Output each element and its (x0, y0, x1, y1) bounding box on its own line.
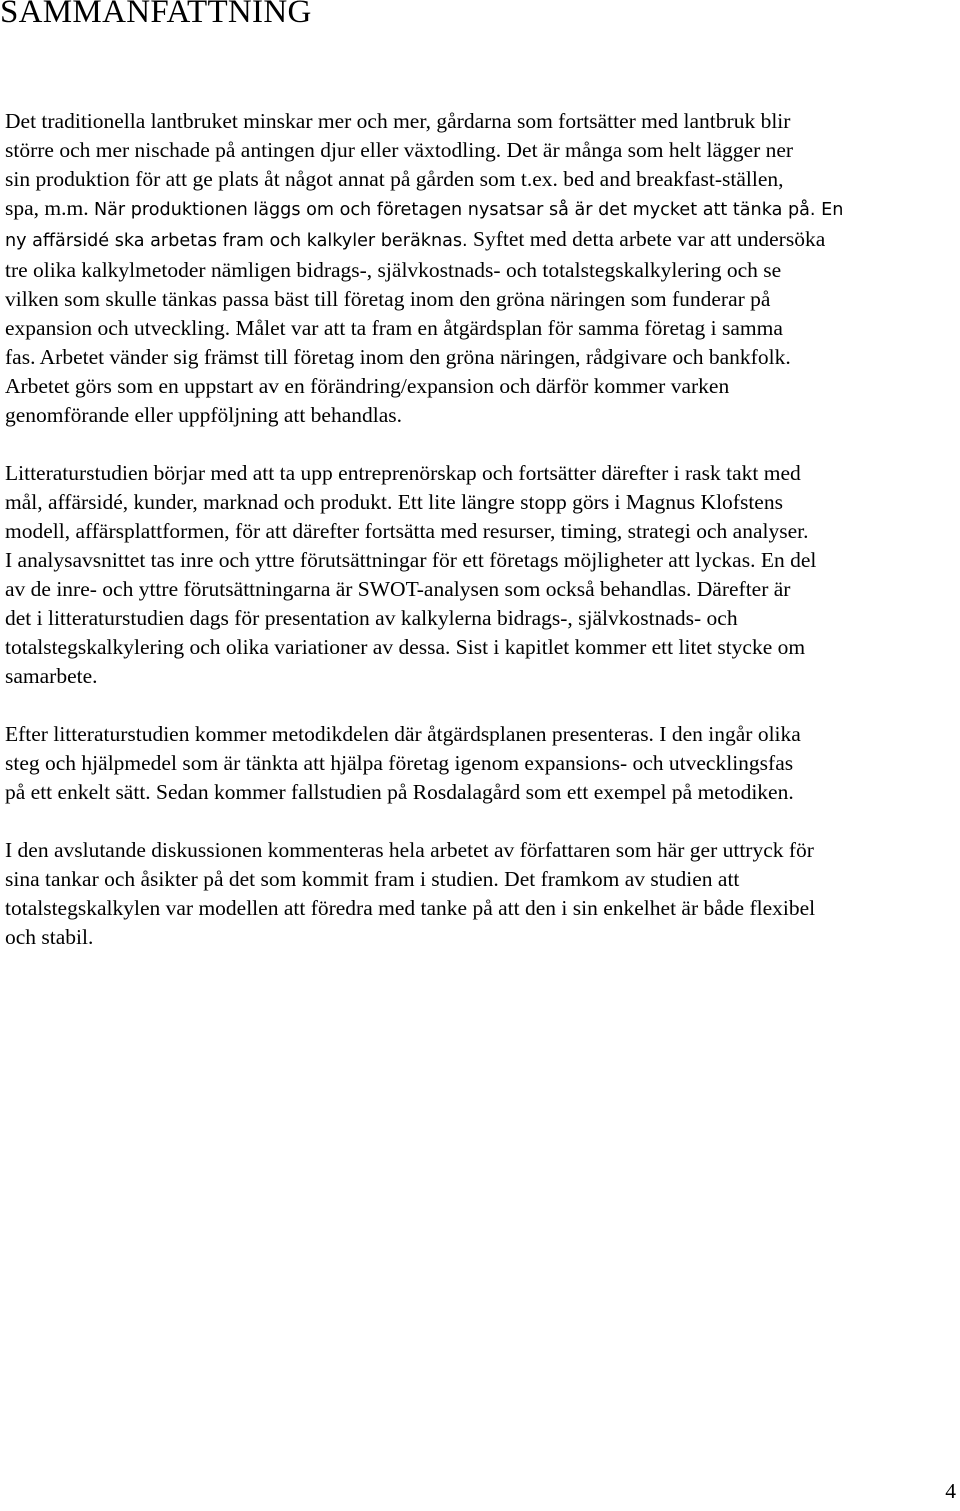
text-line: samarbete. (5, 664, 98, 688)
text-line: totalstegskalkylering och olika variationer av dessa. Sist i kapitlet kommer ett litet stycke om (5, 635, 806, 659)
text-line: I den avslutande diskussionen kommenteras hela arbetet av författaren som här ger uttryck för (5, 838, 814, 862)
text-line: och stabil. (5, 925, 94, 949)
text-line: ny affärsidé ska arbetas fram och kalkyler beräknas. Syftet med detta arbete var att undersöka (5, 227, 826, 251)
paragraph-3 (5, 720, 960, 807)
text-line: tre olika kalkylmetoder nämligen bidrags-, självkostnads- och totalstegskalkylering och se (5, 258, 782, 282)
text-line: steg och hjälpmedel som är tänkta att hjälpa företag igenom expansions- och utvecklingsfas (5, 751, 794, 775)
text-line: totalstegskalkylen var modellen att föredra med tanke på att den i sin enkelhet är både flexibel (5, 896, 816, 920)
text-line: fas. Arbetet vänder sig främst till företag inom den gröna näringen, rådgivare och bankfolk. (5, 345, 791, 369)
text-line: större och mer nischade på antingen djur eller växtodling. Det är många som helt lägger ner (5, 138, 794, 162)
text-line: expansion och utveckling. Målet var att ta fram en åtgärdsplan för samma företag i samma (5, 316, 783, 340)
text-line: Efter litteraturstudien kommer metodikdelen där åtgärdsplanen presenteras. I den ingår olika (5, 722, 801, 746)
text-line: I analysavsnittet tas inre och yttre förutsättningar för ett företags möjligheter att lyckas. En del (5, 548, 817, 572)
text-line: Litteraturstudien börjar med att ta upp entreprenörskap och fortsätter därefter i rask takt med (5, 461, 801, 485)
text-line: mål, affärsidé, kunder, marknad och produkt. Ett lite längre stopp görs i Magnus Klofstens (5, 490, 783, 514)
text-line: sin produktion för att ge plats åt något annat på gården som t.ex. bed and breakfast-ställen, (5, 167, 784, 191)
paragraph-4 (5, 836, 960, 952)
page-title: SAMMANFATTNING (0, 0, 312, 30)
text-line: sina tankar och åsikter på det som kommit fram i studien. Det framkom av studien att (5, 867, 740, 891)
page-number: 4 (945, 1479, 956, 1503)
text-line: Arbetet görs som en uppstart av en förändring/expansion och därför kommer varken (5, 374, 730, 398)
summary-body (5, 107, 960, 981)
text-line: Det traditionella lantbruket minskar mer och mer, gårdarna som fortsätter med lantbruk blir (5, 109, 791, 133)
paragraph-2 (5, 459, 960, 691)
text-line: det i litteraturstudien dags för presentation av kalkylerna bidrags-, självkostnads- och (5, 606, 738, 630)
text-line: spa, m.m. När produktionen läggs om och företagen nysatsar så är det mycket att tänka på. En (5, 196, 844, 220)
text-line: modell, affärsplattformen, för att därefter fortsätta med resurser, timing, strategi och analyser. (5, 519, 809, 543)
text-line: vilken som skulle tänkas passa bäst till företag inom den gröna näringen som funderar på (5, 287, 771, 311)
text-line: genomförande eller uppföljning att behandlas. (5, 403, 403, 427)
text-line: av de inre- och yttre förutsättningarna är SWOT-analysen som också behandlas. Därefter är (5, 577, 791, 601)
text-line: på ett enkelt sätt. Sedan kommer fallstudien på Rosdalagård som ett exempel på metodiken. (5, 780, 794, 804)
paragraph-1 (5, 107, 960, 430)
